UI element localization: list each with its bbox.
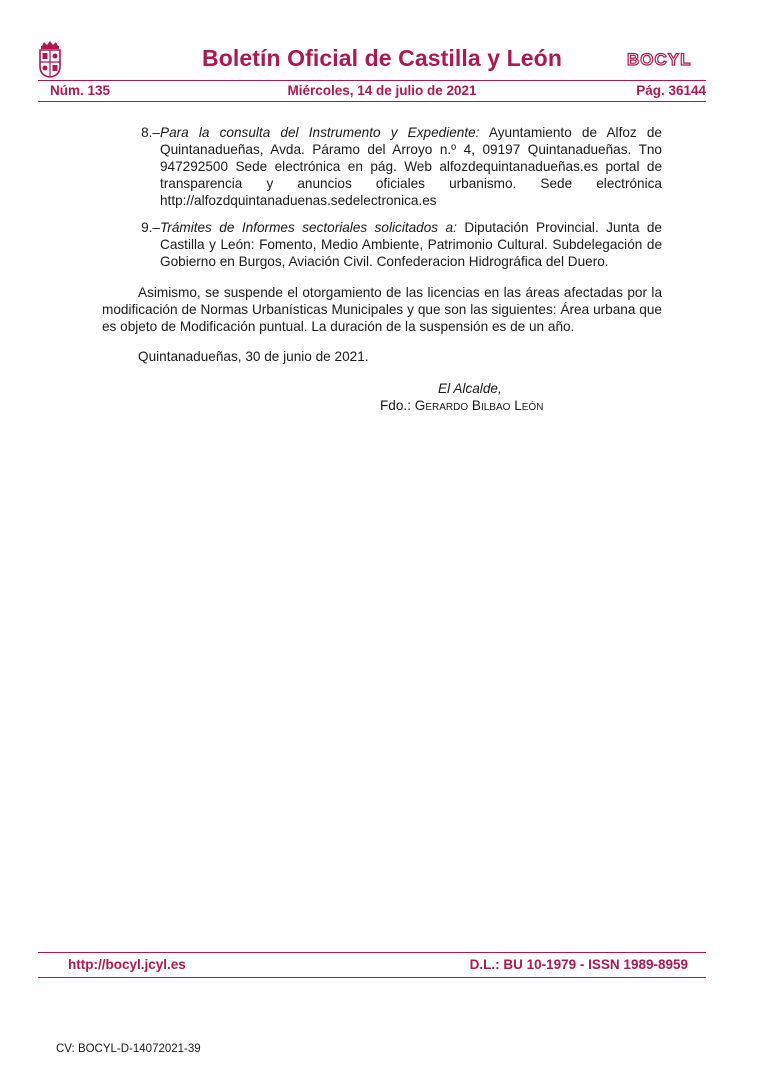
page-number: Pág. 36144 — [636, 83, 706, 98]
header-rule-bottom — [38, 101, 706, 102]
signature-line — [102, 397, 662, 414]
bulletin-title: Boletín Oficial de Castilla y León — [202, 45, 562, 71]
list-item — [102, 124, 662, 209]
footer-url-link[interactable]: http://bocyl.jcyl.es — [68, 957, 186, 972]
item-lead: Trámites de Informes sectoriales solicitados a: — [160, 220, 457, 235]
suspension-paragraph: Asimismo, se suspende el otorgamiento de las licencias en las áreas afectadas por la modificación de Normas Urbanísticas Municipales y que son las siguientes: Área urbana que es objeto de Modificación puntual. La duración de la suspensión es de un año. — [102, 285, 662, 334]
bocyl-logo: BOCYL — [627, 50, 692, 69]
signature-prefix: Fdo.: — [380, 398, 415, 413]
list-item — [102, 219, 662, 270]
header-rule-top — [38, 80, 706, 81]
item-body: Diputación Provincial. Junta de Castilla y León: Fomento, Medio Ambiente, Patrimonio Cultural. Subdelegación de Gobierno en Burgos, Aviación Civil. Confederacion Hidrográfica del Duero. — [160, 220, 662, 269]
item-body: Ayuntamiento de Alfoz de Quintanadueñas, Avda. Páramo del Arroyo n.º 4, 09197 Quintanadueñas. Tno 947292500 Sede electrónica en pág. Web alfozdequintanadueñas.es portal de transparencia y anuncios oficiales urbanismo. Sede electrónica http://alfozdquintanaduenas.sedelectronica.es — [160, 125, 662, 208]
footer-rule-bottom — [38, 977, 706, 978]
place-date: Quintanadueñas, 30 de junio de 2021. — [138, 349, 369, 364]
footer-rule-top — [38, 952, 706, 953]
issue-number: Núm. 135 — [50, 83, 111, 98]
item-lead: Para la consulta del Instrumento y Expediente: — [160, 125, 480, 140]
footer-legal: D.L.: BU 10-1979 - ISSN 1989-8959 — [469, 957, 688, 972]
issue-date: Miércoles, 14 de julio de 2021 — [287, 83, 477, 98]
item-number: 9.– — [141, 220, 160, 235]
signature-role: El Alcalde, — [438, 381, 502, 396]
signatory-name: Gerardo Bilbao León — [414, 398, 544, 413]
verification-code: CV: BOCYL-D-14072021-39 — [56, 1043, 201, 1055]
document-body — [102, 124, 662, 414]
item-text — [160, 219, 662, 270]
item-number: 8.– — [141, 125, 160, 140]
item-text — [160, 124, 662, 209]
